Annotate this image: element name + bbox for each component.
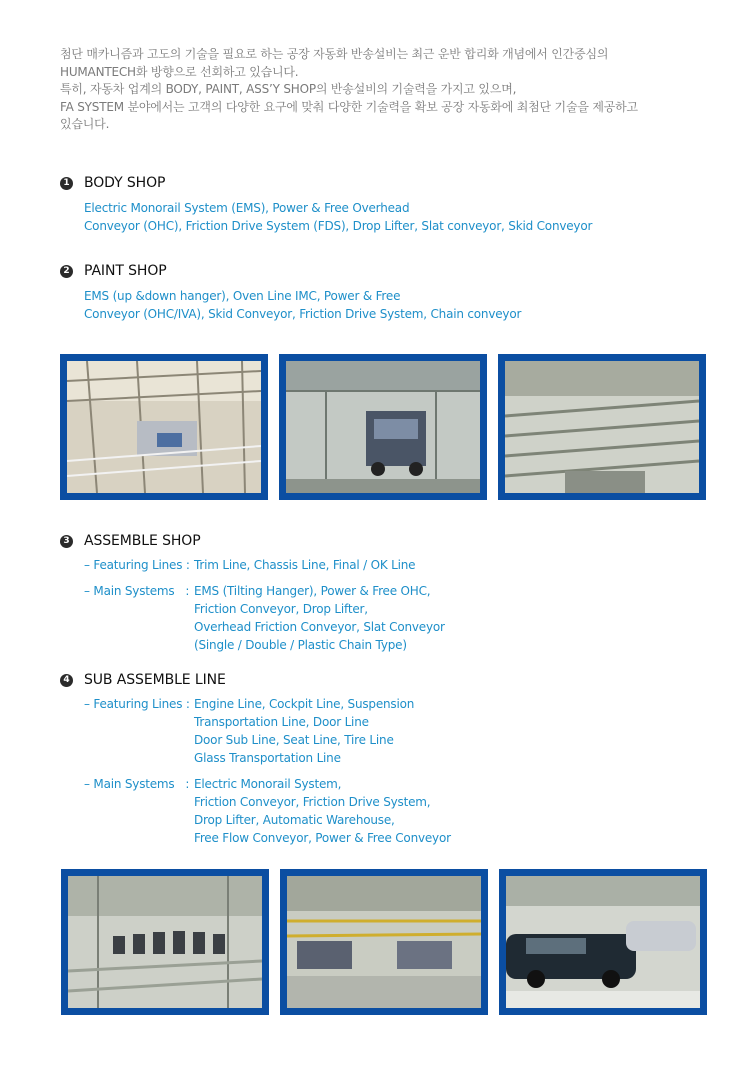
desc-line: EMS (up &down hanger), Oven Line IMC, Power & Free: [84, 289, 401, 303]
engine-line-photo: [61, 869, 269, 1015]
main-system: Drop Lifter, Automatic Warehouse,: [194, 813, 395, 827]
main-system: Free Flow Conveyor, Power & Free Conveyor: [194, 831, 451, 845]
featuring-line: Transportation Line, Door Line: [194, 715, 369, 729]
section-title: BODY SHOP: [84, 175, 166, 191]
main-systems-label: – Main Systems :: [84, 584, 193, 598]
number-badge-icon: 2: [60, 265, 73, 278]
body-shop-description: [84, 199, 592, 235]
assembly-line-photo: [280, 869, 488, 1015]
featuring-line: Glass Transportation Line: [194, 751, 341, 765]
main-system: EMS (Tilting Hanger), Power & Free OHC,: [194, 584, 431, 598]
section-title: PAINT SHOP: [84, 263, 167, 279]
paint-shop-heading: [60, 263, 167, 279]
featuring-lines-label: – Featuring Lines :: [84, 558, 194, 572]
desc-line: Conveyor (OHC), Friction Drive System (FDS), Drop Lifter, Slat conveyor, Skid Conveyor: [84, 219, 593, 233]
intro-line: 첨단 매카니즘과 고도의 기술을 필요로 하는 공장 자동화 반송설비는 최근 운반 합리화 개념에서 인간중심의: [60, 47, 609, 61]
intro-line: HUMANTECH화 방향으로 선회하고 있습니다.: [60, 64, 299, 79]
intro-text: [60, 46, 710, 134]
paint-shop-photo: [279, 354, 487, 500]
main-system: Electric Monorail System,: [194, 777, 342, 791]
featuring-line: Door Sub Line, Seat Line, Tire Line: [194, 733, 394, 747]
conveyor-photo: [498, 354, 706, 500]
sub-assemble-description: [84, 695, 451, 847]
assemble-shop-description: [84, 556, 445, 654]
intro-line: FA SYSTEM 분야에서는 고객의 다양한 요구에 맞춰 다양한 기술력을 확보 공장 자동화에 최첨단 기술을 제공하고: [60, 99, 638, 114]
paint-shop-description: [84, 287, 521, 323]
number-badge-icon: 3: [60, 535, 73, 548]
main-system: Overhead Friction Conveyor, Slat Conveyor: [194, 620, 445, 634]
final-line-photo: [499, 869, 707, 1015]
main-system: Friction Conveyor, Drop Lifter,: [194, 602, 368, 616]
featuring-lines-label: – Featuring Lines :: [84, 697, 194, 711]
desc-line: Electric Monorail System (EMS), Power & Free Overhead: [84, 201, 410, 215]
section-title: ASSEMBLE SHOP: [84, 533, 201, 549]
assemble-shop-heading: [60, 533, 201, 549]
sub-assemble-heading: [60, 672, 226, 688]
body-shop-photo: [60, 354, 268, 500]
main-systems-label: – Main Systems :: [84, 777, 193, 791]
number-badge-icon: 4: [60, 674, 73, 687]
section-title: SUB ASSEMBLE LINE: [84, 672, 226, 688]
featuring-line: Engine Line, Cockpit Line, Suspension: [194, 697, 415, 711]
intro-line: 있습니다.: [60, 117, 110, 131]
featuring-line: Trim Line, Chassis Line, Final / OK Line: [194, 558, 416, 572]
number-badge-icon: 1: [60, 177, 73, 190]
main-system: Friction Conveyor, Friction Drive System,: [194, 795, 431, 809]
desc-line: Conveyor (OHC/IVA), Skid Conveyor, Friction Drive System, Chain conveyor: [84, 307, 522, 321]
body-shop-heading: [60, 175, 165, 191]
intro-line: 특히, 자동차 업계의 BODY, PAINT, ASS’Y SHOP의 반송설비의 기술력을 가지고 있으며,: [60, 82, 517, 96]
main-system: (Single / Double / Plastic Chain Type): [194, 638, 407, 652]
